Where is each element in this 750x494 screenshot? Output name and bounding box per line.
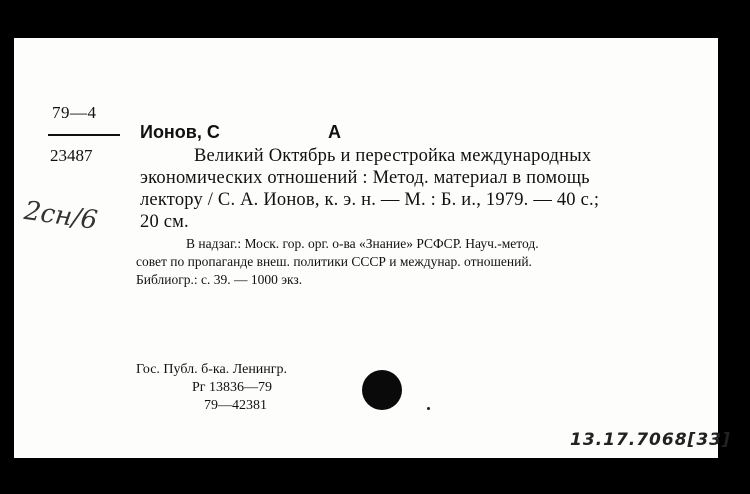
ink-stamp-blot	[362, 370, 402, 410]
library-line: 79—42381	[204, 398, 267, 413]
ink-dot	[427, 407, 430, 410]
author-surname: Ионов, С	[140, 122, 220, 142]
handwritten-note: 2сн/6	[22, 196, 100, 236]
catalog-card	[14, 38, 731, 458]
note-line: В надзаг.: Моск. гор. орг. о-ва «Знание» РСФСР. Науч.-метод.	[186, 236, 539, 251]
title-line: лектору / С. А. Ионов, к. э. н. — М. : Б. и., 1979. — 40 с.;	[140, 190, 600, 210]
pencil-mark: 13.17.7068[33]	[570, 430, 731, 450]
library-line: Гос. Публ. б-ка. Ленингр.	[136, 362, 288, 377]
title-line: 20 см.	[140, 212, 189, 232]
accession-number: 23487	[50, 146, 93, 165]
note-line: совет по пропаганде внеш. политики СССР и междунар. отношений.	[136, 254, 532, 269]
library-line: Рг 13836—79	[192, 380, 273, 395]
title-line: экономических отношений : Метод. материал в помощь	[140, 168, 590, 188]
divider-rule	[48, 134, 120, 136]
title-line: Великий Октябрь и перестройка международных	[194, 146, 592, 166]
call-number: 79—4	[52, 103, 97, 122]
author-initial: А	[328, 122, 341, 142]
note-line: Библиогр.: с. 39. — 1000 экз.	[136, 272, 303, 287]
